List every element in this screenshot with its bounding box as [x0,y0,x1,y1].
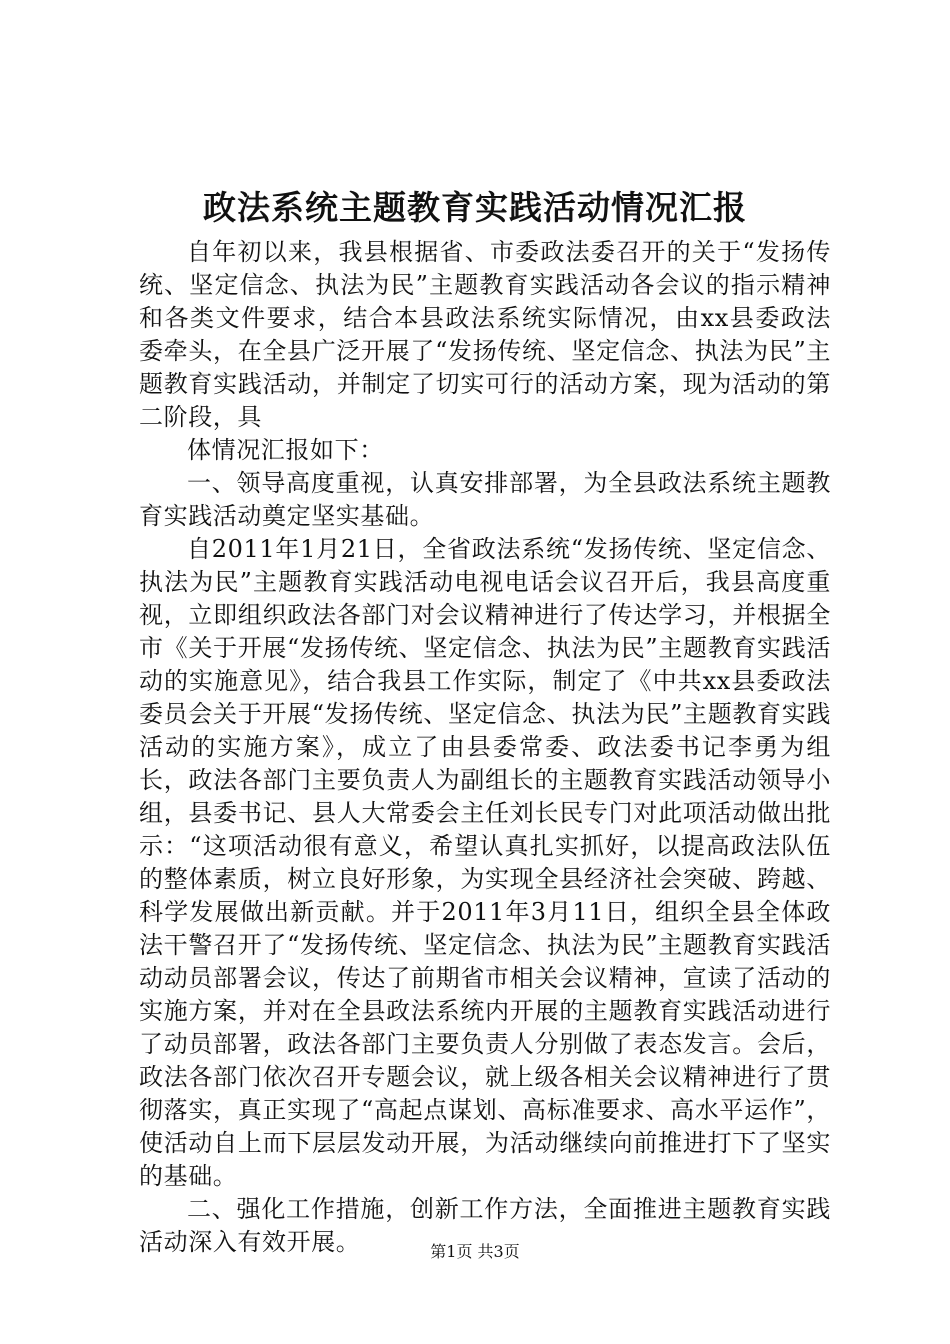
page-footer: 第1页 共3页 [430,1242,520,1261]
section-heading-1: 一、领导高度重视，认真安排部署，为全县政法系统主题教育实践活动奠定坚实基础。 [139,469,831,530]
document-body [139,236,831,1259]
paragraph-section-1: 自2011年1月21日，全省政法系统“发扬传统、坚定信念、执法为民”主题教育实践活动电视电话会议召开后，我县高度重视，立即组织政法各部门对会议精神进行了传达学习，并根据全市《关于开展“发扬传统、坚定信念、执法为民”主题教育实践活动的实施意见》，结合我县工作实际，制定了《中共xx县委政法委员会关于开展“发扬传统、坚定信念、执法为民”主题教育实践活动的实施方案》，成立了由县委常委、政法委书记李勇为组长，政法各部门主要负责人为副组长的主题教育实践活动领导小组，县委书记、县人大常委会主任刘长民专门对此项活动做出批示：“这项活动很有意义，希望认真扎实抓好，以提高政法队伍的整体素质，树立良好形象，为实现全县经济社会突破、跨越、科学发展做出新贡献。并于2011年3月11日，组织全县全体政法干警召开了“发扬传统、坚定信念、执法为民”主题教育实践活动动员部署会议，传达了前期省市相关会议精神，宣读了活动的实施方案，并对在全县政法系统内开展的主题教育实践活动进行了动员部署，政法各部门主要负责人分别做了表态发言。会后，政法各部门依次召开专题会议，就上级各相关会议精神进行了贯彻落实，真正实现了“高起点谋划、高标准要求、高水平运作”，使活动自上而下层层发动开展，为活动继续向前推进打下了坚实的基础。 [139,535,831,1190]
paragraph-intro: 自年初以来，我县根据省、市委政法委召开的关于“发扬传统、坚定信念、执法为民”主题教育实践活动各会议的指示精神和各类文件要求，结合本县政法系统实际情况，由xx县委政法委牵头，在全县广泛开展了“发扬传统、坚定信念、执法为民”主题教育实践活动，并制定了切实可行的活动方案，现为活动的第二阶段，具 [139,238,831,431]
document-title: 政法系统主题教育实践活动情况汇报 [203,188,747,227]
section-heading-2: 二、强化工作措施，创新工作方法，全面推进主题教育实践活动深入有效开展。 [139,1195,831,1256]
paragraph-intro-continued: 体情况汇报如下： [187,436,384,464]
